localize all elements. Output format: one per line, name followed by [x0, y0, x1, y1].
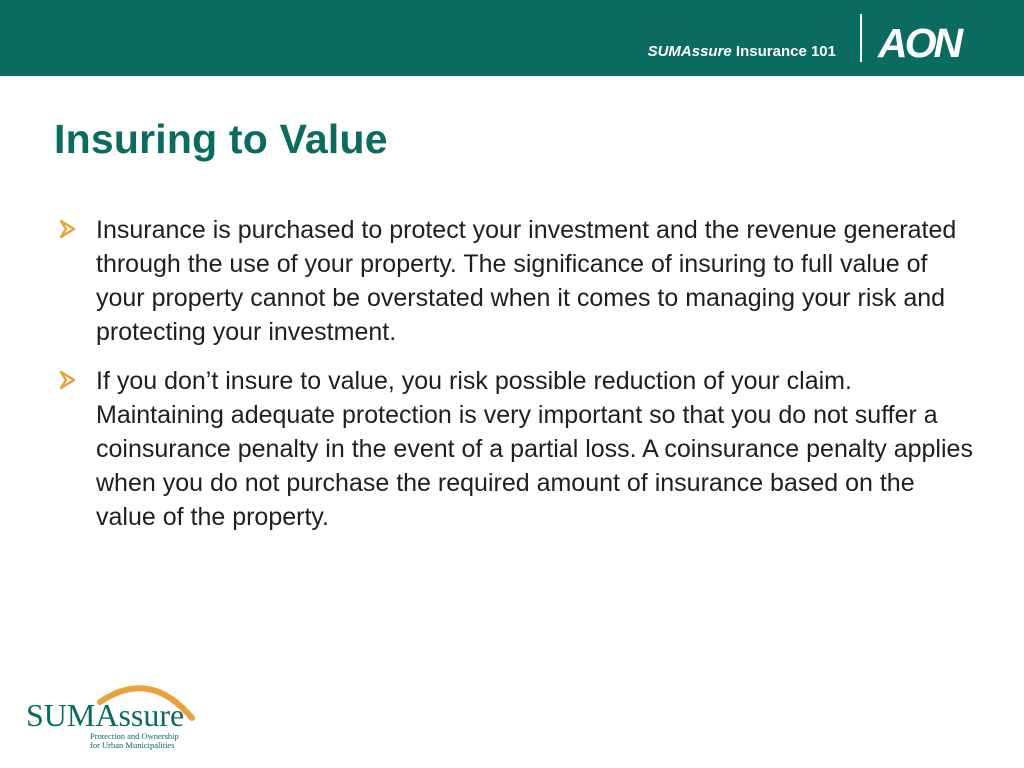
header-bar [0, 0, 1024, 76]
header-divider [860, 14, 862, 62]
header-subtitle [648, 43, 836, 60]
bullet-text: If you don’t insure to value, you risk possible reduction of your claim. Maintaining adequate protection is very important so that you do not suffer a coinsurance penalty in the event of a partial loss. A coinsurance penalty applies when you do not purchase the required amount of insurance based on the value of the property. [96, 367, 973, 531]
arrow-bullet-icon [58, 218, 78, 240]
bullet-text: Insurance is purchased to protect your investment and the revenue generated through the use of your property. The significance of insuring to full value of your property cannot be overstated when it comes to managing your risk and protecting your investment. [96, 216, 957, 346]
bullet-item [58, 213, 978, 349]
sumassure-logo [22, 676, 197, 751]
aon-logo [876, 20, 974, 62]
sumassure-logo-name: SUMAssure [26, 697, 185, 733]
slide-title: Insuring to Value [54, 116, 388, 162]
aon-logo-text: AON [878, 20, 961, 62]
header-subtitle-brand: SUMAssure [647, 43, 732, 60]
bullet-list [58, 213, 978, 549]
bullet-item [58, 364, 978, 534]
header-subtitle-text: Insurance 101 [731, 43, 836, 60]
sumassure-logo-tagline-1: Protection and Ownership [90, 731, 179, 741]
sumassure-logo-tagline-2: for Urban Municipalities [90, 740, 175, 750]
arrow-bullet-icon [58, 369, 78, 391]
